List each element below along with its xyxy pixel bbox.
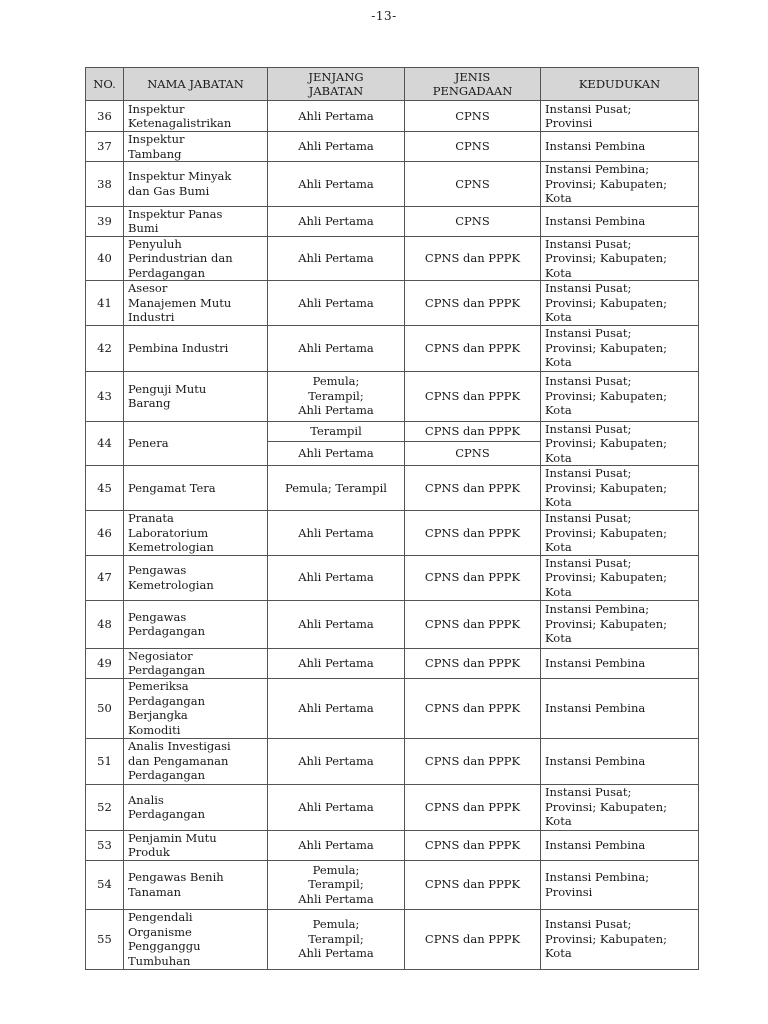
table-header-row [86,68,699,101]
table-row [86,648,699,678]
table-row [86,830,699,860]
nama-jabatan: Pengawas Perdagangan [124,600,268,648]
jenjang-jabatan: Ahli Pertama [268,325,405,371]
jenjang-jabatan: Ahli Pertama [268,555,405,600]
nama-jabatan: Pengamat Tera [124,466,268,511]
row-number: 45 [86,466,124,511]
kedudukan: Instansi Pembina [541,678,699,738]
jenjang-jabatan: Ahli Pertama [268,678,405,738]
jenjang-jabatan: Pemula; Terampil; Ahli Pertama [268,909,405,969]
kedudukan: Instansi Pembina [541,648,699,678]
kedudukan: Instansi Pusat; Provinsi; Kabupaten; Kota [541,909,699,969]
nama-jabatan: Inspektur Ketenagalistrikan [124,101,268,132]
nama-jabatan: Pengawas Kemetrologian [124,555,268,600]
jenis-pengadaan: CPNS [405,441,541,465]
jenjang-jabatan: Ahli Pertama [268,511,405,556]
jenjang-jabatan: Pemula; Terampil; Ahli Pertama [268,371,405,421]
row-number: 38 [86,162,124,207]
row-number: 48 [86,600,124,648]
nama-jabatan: Analis Investigasi dan Pengamanan Perdagangan [124,738,268,784]
nama-jabatan: Negosiator Perdagangan [124,648,268,678]
jenis-pengadaan: CPNS dan PPPK [405,371,541,421]
jenis-pengadaan: CPNS dan PPPK [405,678,541,738]
kedudukan: Instansi Pembina; Provinsi [541,860,699,909]
row-number: 50 [86,678,124,738]
header-no: NO. [86,68,124,101]
jenjang-jabatan: Pemula; Terampil [268,466,405,511]
jenis-pengadaan: CPNS dan PPPK [405,421,541,441]
nama-jabatan: Penguji Mutu Barang [124,371,268,421]
table-row [86,421,699,441]
jenis-pengadaan: CPNS dan PPPK [405,648,541,678]
jenis-pengadaan: CPNS dan PPPK [405,830,541,860]
table-row [86,132,699,162]
jenjang-jabatan: Ahli Pertama [268,132,405,162]
jenjang-jabatan: Ahli Pertama [268,281,405,326]
nama-jabatan: Pembina Industri [124,325,268,371]
jenjang-jabatan: Ahli Pertama [268,206,405,236]
jenjang-jabatan: Ahli Pertama [268,236,405,281]
row-number: 40 [86,236,124,281]
header-kedudukan: KEDUDUKAN [541,68,699,101]
jenjang-jabatan: Pemula; Terampil; Ahli Pertama [268,860,405,909]
table-body [86,101,699,970]
table-row [86,281,699,326]
row-number: 46 [86,511,124,556]
kedudukan: Instansi Pembina [541,132,699,162]
table-row [86,236,699,281]
table-row [86,738,699,784]
jenis-pengadaan: CPNS dan PPPK [405,511,541,556]
nama-jabatan: Inspektur Panas Bumi [124,206,268,236]
jenis-pengadaan: CPNS dan PPPK [405,466,541,511]
kedudukan: Instansi Pusat; Provinsi; Kabupaten; Kota [541,281,699,326]
row-number: 55 [86,909,124,969]
nama-jabatan: Penera [124,421,268,466]
jenis-pengadaan: CPNS dan PPPK [405,784,541,830]
jenis-pengadaan: CPNS dan PPPK [405,281,541,326]
jenjang-jabatan: Ahli Pertama [268,162,405,207]
kedudukan: Instansi Pusat; Provinsi; Kabupaten; Kota [541,784,699,830]
row-number: 42 [86,325,124,371]
header-jenis-pengadaan: JENIS PENGADAAN [405,68,541,101]
jenis-pengadaan: CPNS [405,162,541,207]
table-row [86,206,699,236]
kedudukan: Instansi Pusat; Provinsi; Kabupaten; Kota [541,466,699,511]
jenjang-jabatan: Terampil [268,421,405,441]
nama-jabatan: Pemeriksa Perdagangan Berjangka Komoditi [124,678,268,738]
page-number: -13- [371,9,397,23]
jenis-pengadaan: CPNS [405,132,541,162]
jenis-pengadaan: CPNS dan PPPK [405,236,541,281]
nama-jabatan: Penyuluh Perindustrian dan Perdagangan [124,236,268,281]
row-number: 36 [86,101,124,132]
table-row [86,860,699,909]
table-row [86,466,699,511]
row-number: 39 [86,206,124,236]
row-number: 47 [86,555,124,600]
jenjang-jabatan: Ahli Pertama [268,830,405,860]
kedudukan: Instansi Pembina; Provinsi; Kabupaten; Kota [541,162,699,207]
nama-jabatan: Pranata Laboratorium Kemetrologian [124,511,268,556]
kedudukan: Instansi Pusat; Provinsi [541,101,699,132]
jenjang-jabatan: Ahli Pertama [268,441,405,465]
jenis-pengadaan: CPNS dan PPPK [405,555,541,600]
kedudukan: Instansi Pembina; Provinsi; Kabupaten; Kota [541,600,699,648]
row-number: 54 [86,860,124,909]
nama-jabatan: Inspektur Tambang [124,132,268,162]
header-jenjang-jabatan: JENJANG JABATAN [268,68,405,101]
jenis-pengadaan: CPNS dan PPPK [405,860,541,909]
table-row [86,511,699,556]
kedudukan: Instansi Pusat; Provinsi; Kabupaten; Kota [541,421,699,466]
kedudukan: Instansi Pembina [541,206,699,236]
row-number: 41 [86,281,124,326]
jenis-pengadaan: CPNS [405,101,541,132]
table-row [86,678,699,738]
row-number: 52 [86,784,124,830]
kedudukan: Instansi Pusat; Provinsi; Kabupaten; Kota [541,555,699,600]
jabatan-table [85,67,699,970]
table-row [86,101,699,132]
nama-jabatan: Pengendali Organisme Pengganggu Tumbuhan [124,909,268,969]
jenjang-jabatan: Ahli Pertama [268,784,405,830]
jenis-pengadaan: CPNS dan PPPK [405,325,541,371]
jenis-pengadaan: CPNS dan PPPK [405,909,541,969]
jenis-pengadaan: CPNS [405,206,541,236]
nama-jabatan: Analis Perdagangan [124,784,268,830]
kedudukan: Instansi Pembina [541,830,699,860]
table-row [86,555,699,600]
table-row [86,325,699,371]
table-row [86,600,699,648]
jenjang-jabatan: Ahli Pertama [268,101,405,132]
jenis-pengadaan: CPNS dan PPPK [405,738,541,784]
table-row [86,784,699,830]
nama-jabatan: Asesor Manajemen Mutu Industri [124,281,268,326]
kedudukan: Instansi Pusat; Provinsi; Kabupaten; Kota [541,236,699,281]
row-number: 49 [86,648,124,678]
nama-jabatan: Penjamin Mutu Produk [124,830,268,860]
header-nama-jabatan: NAMA JABATAN [124,68,268,101]
jenjang-jabatan: Ahli Pertama [268,648,405,678]
jenjang-jabatan: Ahli Pertama [268,738,405,784]
jenjang-jabatan: Ahli Pertama [268,600,405,648]
row-number: 53 [86,830,124,860]
table-row [86,371,699,421]
kedudukan: Instansi Pusat; Provinsi; Kabupaten; Kota [541,325,699,371]
row-number: 44 [86,421,124,466]
row-number: 43 [86,371,124,421]
kedudukan: Instansi Pembina [541,738,699,784]
table-row [86,909,699,969]
kedudukan: Instansi Pusat; Provinsi; Kabupaten; Kota [541,371,699,421]
table-row [86,162,699,207]
row-number: 37 [86,132,124,162]
row-number: 51 [86,738,124,784]
nama-jabatan: Inspektur Minyak dan Gas Bumi [124,162,268,207]
nama-jabatan: Pengawas Benih Tanaman [124,860,268,909]
jenis-pengadaan: CPNS dan PPPK [405,600,541,648]
kedudukan: Instansi Pusat; Provinsi; Kabupaten; Kota [541,511,699,556]
